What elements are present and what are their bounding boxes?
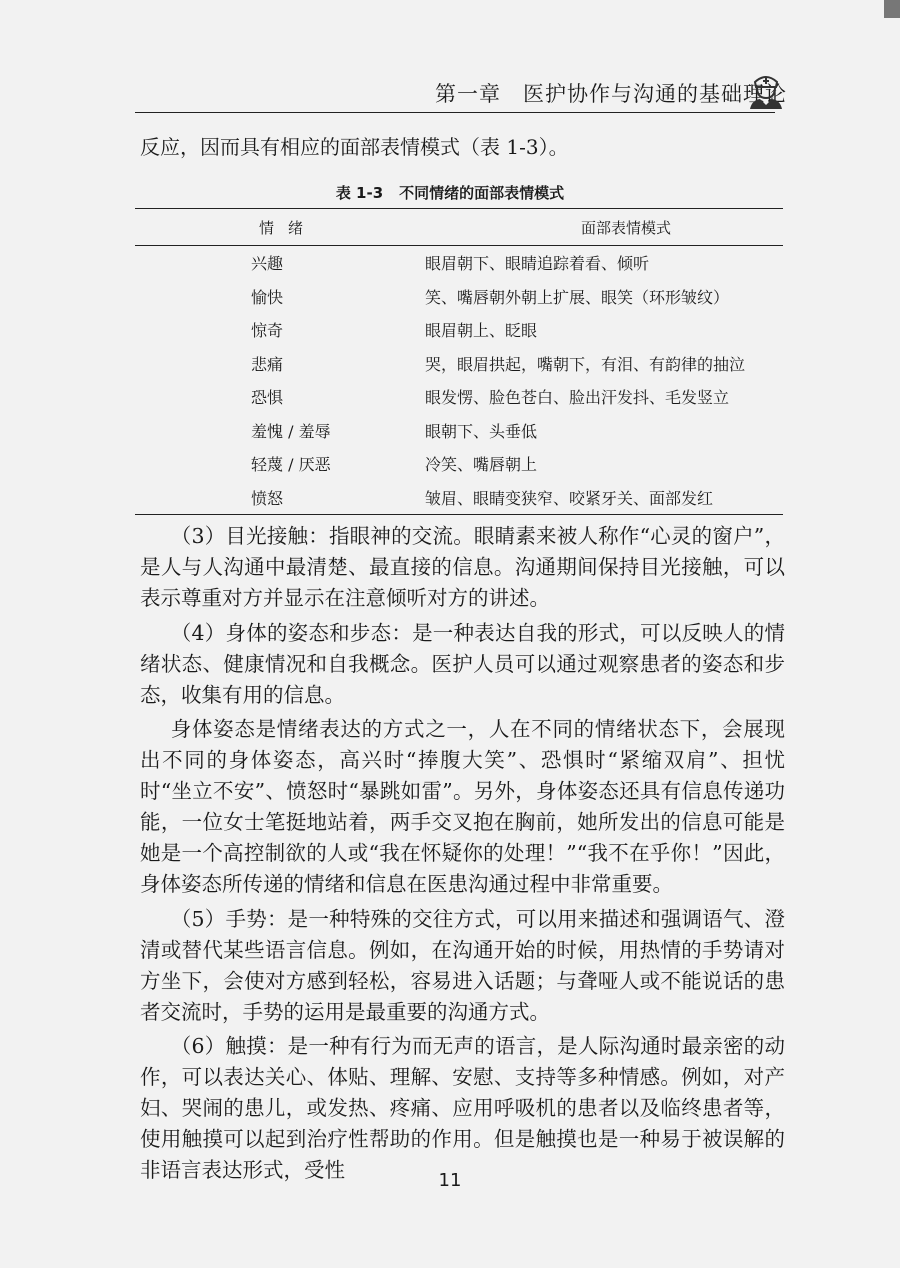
- expression-cell: 笑、嘴唇朝外朝上扩展、眼笑（环形皱纹）: [425, 287, 730, 307]
- column-header-expression: 面部表情模式: [425, 209, 783, 246]
- emotion-cell: 恐惧: [251, 388, 284, 408]
- table-caption: [0, 182, 900, 203]
- emotion-cell: 惊奇: [251, 321, 284, 341]
- paragraph-posture-gait: （4）身体的姿态和步态：是一种表达自我的形式，可以反映人的情绪状态、健康情况和自我概念。医护人员可以通过观察患者的姿态和步态，收集有用的信息。: [140, 620, 785, 707]
- emotion-cell: 轻蔑 / 厌恶: [251, 455, 331, 475]
- page-number: 11: [438, 1170, 462, 1191]
- paragraph-gesture: （5）手势：是一种特殊的交往方式，可以用来描述和强调语气、澄清或替代某些语言信息。例如，在沟通开始的时候，用热情的手势请对方坐下，会使对方感到轻松，容易进入话题；与聋哑人或不能说话的患者交流时，手势的运用是最重要的沟通方式。: [140, 906, 785, 1024]
- page-corner-mark: [884, 0, 900, 18]
- table-header-row: [135, 209, 783, 246]
- emotion-cell: 愉快: [251, 287, 284, 307]
- expression-cell: 眼朝下、头垂低: [425, 421, 538, 441]
- table-row: [135, 481, 783, 515]
- body-text: [140, 521, 785, 1190]
- paragraph-touch: （6）触摸：是一种有行为而无声的语言，是人际沟通时最亲密的动作，可以表达关心、体贴、理解、安慰、支持等多种情感。例如，对产妇、哭闹的患儿，或发热、疼痛、应用呼吸机的患者以及临终患者等，使用触摸可以起到治疗性帮助的作用。但是触摸也是一种易于被误解的非语言表达形式，受性: [140, 1034, 785, 1182]
- expression-cell: 皱眉、眼睛变狭窄、咬紧牙关、面部发红: [425, 488, 714, 508]
- emotion-cell: 兴趣: [251, 254, 284, 274]
- emotion-cell: 羞愧 / 羞辱: [251, 421, 331, 441]
- table-row: [135, 447, 783, 481]
- paragraph-eye-contact: （3）目光接触：指眼神的交流。眼睛素来被人称作“心灵的窗户”，是人与人沟通中最清楚、最直接的信息。沟通期间保持目光接触，可以表示尊重对方并显示在注意倾听对方的讲述。: [140, 524, 785, 610]
- table-title: 不同情绪的面部表情模式: [399, 184, 565, 202]
- nurse-icon: [746, 70, 786, 110]
- table-row: [135, 347, 783, 381]
- expression-cell: 哭，眼眉拱起，嘴朝下，有泪、有韵律的抽泣: [425, 354, 746, 374]
- lead-paragraph: 反应，因而具有相应的面部表情模式（表 1-3）。: [140, 135, 569, 159]
- chapter-title: 第一章 医护协作与沟通的基础理论: [435, 82, 787, 106]
- expression-cell: 冷笑、嘴唇朝上: [425, 455, 538, 475]
- emotion-cell: 愤怒: [251, 488, 284, 508]
- table-number: 表 1-3: [335, 184, 384, 202]
- table-row: [135, 280, 783, 314]
- expression-cell: 眼眉朝上、眨眼: [425, 321, 538, 341]
- emotion-cell: 悲痛: [251, 354, 284, 374]
- expression-cell: 眼发愣、脸色苍白、脸出汗发抖、毛发竖立: [425, 388, 730, 408]
- header-rule: [135, 112, 775, 113]
- table-row: [135, 313, 783, 347]
- expression-cell: 眼眉朝下、眼睛追踪着看、倾听: [425, 254, 650, 274]
- table-row: [135, 246, 783, 280]
- column-header-emotion: 情绪: [135, 209, 425, 246]
- emotion-expression-table: [135, 208, 783, 515]
- paragraph-body-posture: 身体姿态是情绪表达的方式之一，人在不同的情绪状态下，会展现出不同的身体姿态，高兴时“捧腹大笑”、恐惧时“紧缩双肩”、担忧时“坐立不安”、愤怒时“暴跳如雷”。另外，身体姿态还具有信息传递功能，一位女士笔挺地站着，两手交叉抱在胸前，她所发出的信息可能是她是一个高控制欲的人或“我在怀疑你的处理！”“我不在乎你！”因此，身体姿态所传递的情绪和信息在医患沟通过程中非常重要。: [140, 717, 785, 896]
- table-row: [135, 414, 783, 448]
- running-header: [0, 74, 900, 114]
- table-row: [135, 380, 783, 414]
